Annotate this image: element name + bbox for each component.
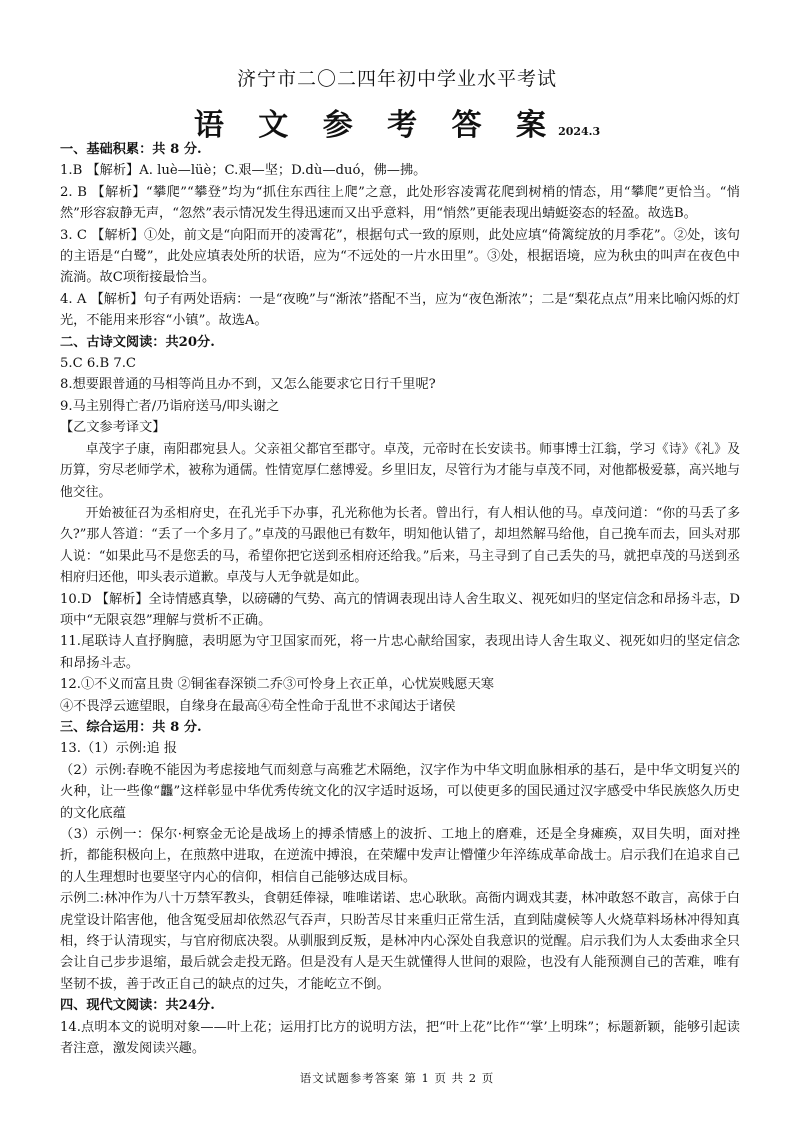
answer-13-1: 13.（1）示例:追 报 — [60, 741, 178, 757]
answer-13-2: （2）示例:春晚不能因为考虑接地气而刻意与高雅艺术隔绝，汉字作为中华文明血脉相承的基石，是中华文明复兴的火种，让一些像“龘”这样彰显中华优秀传统文化的汉字适时返场，可以使更多的国民通过汉字感受中华民族悠久历史的文化底蕴 — [60, 762, 740, 821]
answer-13-3-example1: （3）示例一：保尔·柯察金无论是战场上的搏杀情感上的波折、工地上的磨难，还是全身瘫痪，双目失明，面对挫折，都能积极向上，在煎熬中进取，在逆流中搏浪，在荣耀中发声让懵懂少年淬练成革命战士。启示我们在追求自己的人生理想时也要坚守内心的信仰，相信自己能够达成目标。 — [60, 827, 740, 885]
document-title — [0, 100, 794, 144]
page-footer: 语文试题参考答案 第 1 页 共 2 页 — [299, 1071, 495, 1085]
section-heading-basic: 一、基础积累：共 8 分. — [60, 142, 202, 157]
translation-heading: 【乙文参考译文】 — [60, 420, 166, 436]
section-heading-integrated: 三、综合运用：共 8 分. — [60, 719, 202, 735]
exam-title: 济宁市二〇二四年初中学业水平考试 — [236, 68, 557, 90]
answer-11: 11.尾联诗人直抒胸臆，表明愿为守卫国家而死，将一片忠心献给国家，表现出诗人舍生取义、视死如归的坚定信念和昂扬斗志。 — [60, 634, 740, 671]
answer-13-3-example2: 示例二:林冲作为八十万禁军教头，食朝廷俸禄，唯唯诺诺、忠心耿耿。高衙内调戏其妻，林冲敢怒不敢言，高俅于白虎堂设计陷害他，他含冤受屈却依然忍气吞声，只盼苦尽甘来重归正常生活，直到陆虞候等人火烧草料场林冲得知真相，终于认清现实，与官府彻底决裂。从驯服到反叛，是林冲内心深处自我意识的觉醒。启示我们为人太委曲求全只会让自己步步退缩，最后就会走投无路。但是没有人是天生就懂得人世间的艰险，也没有人能预测自己的苦难，唯有坚韧不拔，善于改正自己的缺点的过失，才能屹立不倒。 — [60, 891, 740, 992]
answer-5-7: 5.C 6.B 7.C — [60, 356, 137, 372]
answer-9: 9.马主别得亡者/乃诣府送马/叩头谢之 — [60, 398, 280, 414]
answer-content — [60, 139, 740, 1059]
answer-10: 10.D 【解析】全诗情感真挚，以磅礴的气势、高亢的情调表现出诗人舍生取义、视死如归的坚定信念和昂扬斗志，D 项中“无限哀怨”理解与赏析不正确。 — [60, 591, 740, 628]
answer-12-part2: ④不畏浮云遮望眼，自缘身在最高④苟全性命于乱世不求闻达于诸侯 — [60, 698, 456, 714]
answer-12-part1: 12.①不义而富且贵 ②铜雀春深锁二乔③可怜身上衣正单，心忧炭贱愿天寒 — [60, 677, 494, 693]
section-heading-modern: 四、现代文阅读：共24分. — [60, 998, 215, 1014]
answer-3: 3. C 【解析】①处，前文是“向阳而开的凌霄花”，根据句式一致的原则，此处应填“倚篱绽放的月季花”。②处，该句的主语是“白鹭”，此处应填表处所的状语，应为“不远处的一片水田里”。③处，根据语境，应为秋虫的叫声在夜色中流淌。故C项衔接最恰当。 — [60, 227, 740, 286]
answer-8: 8.想要跟普通的马相等尚且办不到，又怎么能要求它日行千里呢? — [60, 377, 436, 393]
answer-2: 2. B 【解析】“攀爬”“攀登”均为“抓住东西往上爬”之意，此处形容凌霄花爬到树梢的情态，用“攀爬”更恰当。“悄然”形容寂静无声，“忽然”表示情况发生得迅速而又出乎意料，用“悄然”更能表现出蜻蜓姿态的轻盈。故选B。 — [60, 184, 740, 222]
section-heading-classical: 二、古诗文阅读：共20分. — [60, 334, 215, 350]
document-date: 2024.3 — [558, 125, 601, 138]
answer-1: 1.B 【解析】A. luè—lüè；C.艰—坚；D.dù—duó，佛—拂。 — [60, 163, 427, 179]
answer-4: 4. A 【解析】句子有两处语病：一是“夜晚”与“渐浓”搭配不当，应为“夜色渐浓”；二是“梨花点点”用来比喻闪烁的灯光，不能用来形容“小镇”。故选A。 — [60, 291, 740, 329]
translation-paragraph-2: 开始被征召为丞相府史，在孔光手下办事，孔光称他为长者。曾出行，有人相认他的马。卓茂问道：“你的马丢了多久?”那人答道：“丢了一个多月了。”卓茂的马跟他已有数年，明知他认错了，却坦然解马给他，自己挽车而去，回头对那人说：“如果此马不是您丢的马，希望你把它送到丞相府还给我。”后来，马主寻到了自己丢失的马，就把卓茂的马送到丞相府归还他，叩头表示道歉。卓茂与人无争就是如此。 — [60, 505, 740, 586]
document-title-text: 语 文 参 考 答 案 — [193, 108, 559, 143]
answer-14: 14.点明本文的说明对象——叶上花；运用打比方的说明方法，把“叶上花”比作“‘掌’上明珠”；标题新颖，能够引起读者注意，激发阅读兴趣。 — [60, 1019, 740, 1057]
translation-paragraph-1: 卓茂字子康，南阳郡宛县人。父亲祖父都官至郡守。卓茂，元帝时在长安读书。师事博士江翁，学习《诗》《礼》及历算，穷尽老师学术，被称为通儒。性情宽厚仁慈博爱。乡里旧友，尽管行为才能与卓茂不同，对他都极爱慕，高兴地与他交往。 — [60, 441, 740, 500]
